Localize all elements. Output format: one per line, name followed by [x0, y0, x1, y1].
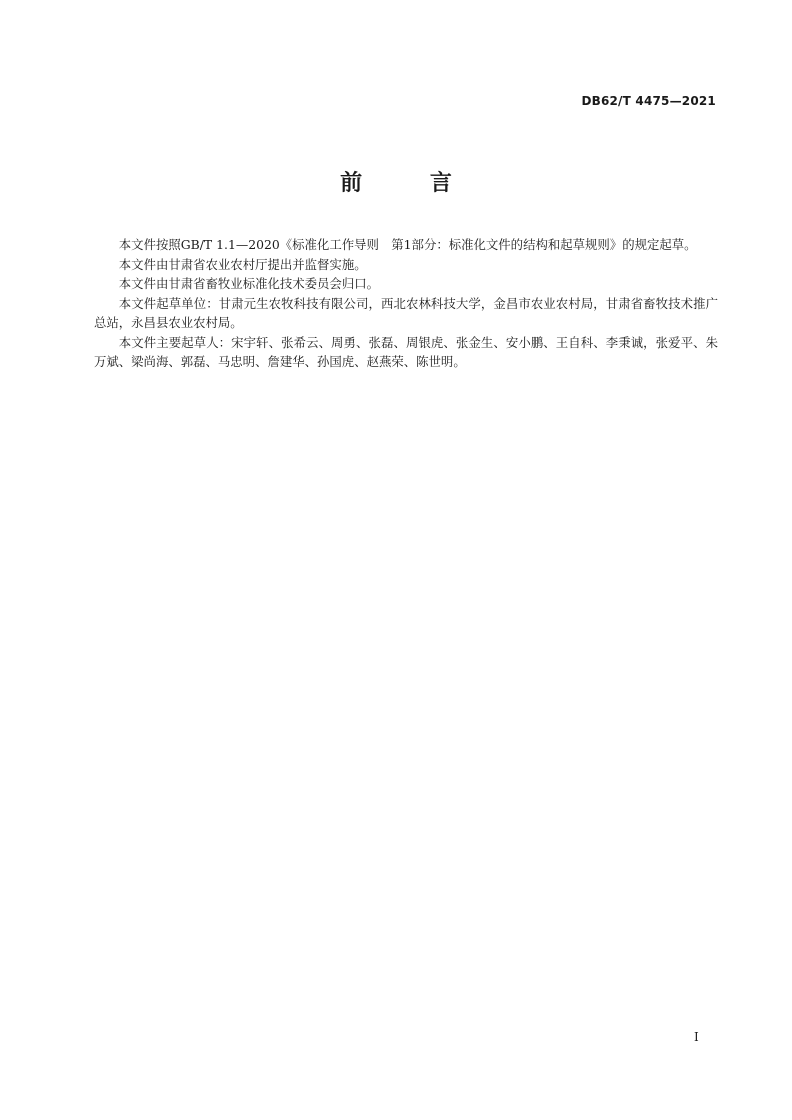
paragraph-drafting-units: 本文件起草单位：甘肃元生农牧科技有限公司，西北农林科技大学，金昌市农业农村局，甘肃省畜牧技术推广总站，永昌县农业农村局。 — [94, 295, 718, 330]
page-title: 前 言 — [340, 170, 482, 196]
paragraph-proposer: 本文件由甘肃省农业农村厅提出并监督实施。 — [118, 256, 367, 272]
paragraph-main-drafters: 本文件主要起草人：宋宇轩、张希云、周勇、张磊、周银虎、张金生、安小鹏、王自科、李秉诚，张爱平、朱万斌、梁尚海、郭磊、马忠明、詹建华、孙国虎、赵燕荣、陈世明。 — [94, 334, 718, 369]
page-number: I — [694, 1030, 699, 1044]
foreword-body — [94, 235, 718, 372]
document-code: DB62/T 4475—2021 — [581, 94, 716, 108]
paragraph-technical-committee: 本文件由甘肃省畜牧业标准化技术委员会归口。 — [118, 276, 379, 291]
paragraph-drafting-rules: 本文件按照GB/T 1.1—2020《标准化工作导则 第1部分：标准化文件的结构和起草规则》的规定起草。 — [118, 237, 697, 252]
